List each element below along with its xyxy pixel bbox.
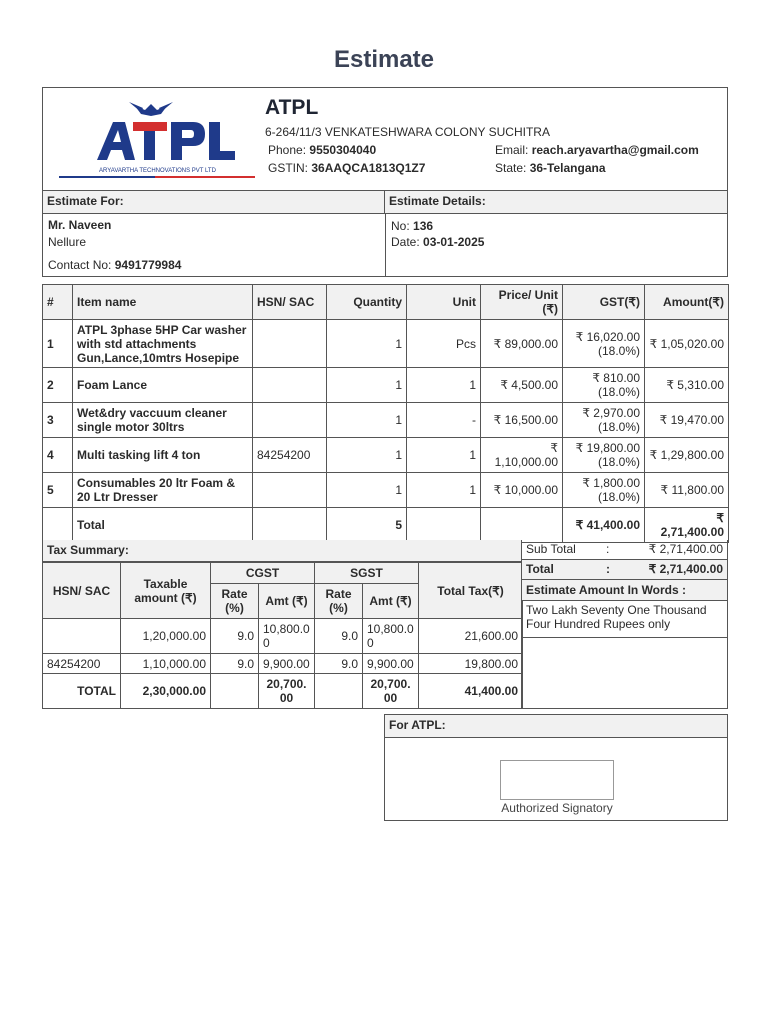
col-header: Item name [73,285,253,320]
customer-contact: Contact No: 9491779984 [48,258,182,272]
item-hsn: 84254200 [253,438,327,473]
tax-col-header: Amt (₹) [363,584,419,619]
row-number: 5 [43,473,73,508]
item-name: Consumables 20 ltr Foam & 20 Ltr Dresser [73,473,253,508]
row-number: 4 [43,438,73,473]
tax-col-header: Rate (%) [211,584,259,619]
item-gst: ₹ 2,970.00 (18.0%) [563,403,645,438]
estimate-number: No: 136 [391,219,434,233]
row-number: 1 [43,320,73,368]
signature-label: Authorized Signatory [501,801,613,815]
item-amount: ₹ 19,470.00 [645,403,729,438]
item-gst: ₹ 19,800.00 (18.0%) [563,438,645,473]
party-section [42,190,728,277]
customer-name: Mr. Naveen [48,218,112,232]
item-unit: Pcs [407,320,481,368]
item-price: ₹ 10,000.00 [481,473,563,508]
estimate-details-heading: Estimate Details: [385,191,727,214]
amount-summary [521,540,728,709]
amount-in-words: Two Lakh Seventy One Thousand Four Hundred Rupees only [522,601,727,638]
item-price: ₹ 89,000.00 [481,320,563,368]
item-qty: 1 [327,403,407,438]
item-hsn [253,403,327,438]
tax-col-header: Total Tax(₹) [419,563,523,619]
atpl-logo-icon [51,92,265,180]
company-email: Email: reach.aryavartha@gmail.com [495,143,699,157]
estimate-for-heading: Estimate For: [43,191,385,214]
tax-col-header: SGST [315,563,419,584]
company-header [42,87,728,191]
item-unit: 1 [407,368,481,403]
col-header: Quantity [327,285,407,320]
item-amount: ₹ 1,29,800.00 [645,438,729,473]
item-name: Multi tasking lift 4 ton [73,438,253,473]
tax-total-row: TOTAL 2,30,000.00 20,700. 00 20,700. 00 41,400.00 [43,674,523,709]
item-gst: ₹ 1,800.00 (18.0%) [563,473,645,508]
table-row [43,473,729,508]
tax-col-header: Amt (₹) [259,584,315,619]
tax-col-header: HSN/ SAC [43,563,121,619]
col-header: Price/ Unit (₹) [481,285,563,320]
customer-place: Nellure [48,235,87,249]
company-state: State: 36-Telangana [495,161,606,175]
item-unit: - [407,403,481,438]
signature-box [500,760,614,800]
item-amount: ₹ 5,310.00 [645,368,729,403]
tax-col-header: Rate (%) [315,584,363,619]
total-qty: 5 [327,508,407,543]
col-header: Amount(₹) [645,285,729,320]
item-amount: ₹ 11,800.00 [645,473,729,508]
document-title: Estimate [333,46,435,73]
item-unit: 1 [407,473,481,508]
col-header: GST(₹) [563,285,645,320]
table-row [43,368,729,403]
item-name: Wet&dry vaccuum cleaner single motor 30ltrs [73,403,253,438]
company-logo [51,92,265,180]
company-gstin: GSTIN: 36AAQCA1813Q1Z7 [268,161,426,175]
tax-col-header: CGST [211,563,315,584]
table-row [43,320,729,368]
col-header: Unit [407,285,481,320]
tax-summary-table [42,562,523,709]
amount-words-heading: Estimate Amount In Words : [522,580,727,601]
company-phone: Phone: 9550304040 [268,143,377,157]
col-header: HSN/ SAC [253,285,327,320]
grand-total-row: Total : ₹ 2,71,400.00 [522,560,727,580]
signature-section [384,714,728,821]
items-header-row [43,285,729,320]
item-qty: 1 [327,473,407,508]
row-number: 3 [43,403,73,438]
item-price: ₹ 16,500.00 [481,403,563,438]
item-hsn [253,368,327,403]
table-row [43,403,729,438]
company-address: 6-264/11/3 VENKATESHWARA COLONY SUCHITRA [265,125,550,139]
item-amount: ₹ 1,05,020.00 [645,320,729,368]
item-hsn [253,473,327,508]
total-amount: ₹ 2,71,400.00 [645,508,729,543]
item-price: ₹ 4,500.00 [481,368,563,403]
item-price: ₹ 1,10,000.00 [481,438,563,473]
tax-summary-heading: Tax Summary: [42,540,522,562]
total-gst: ₹ 41,400.00 [563,508,645,543]
subtotal-row: Sub Total : ₹ 2,71,400.00 [522,540,727,560]
estimate-date: Date: 03-01-2025 [391,235,485,249]
item-hsn [253,320,327,368]
item-qty: 1 [327,368,407,403]
item-qty: 1 [327,438,407,473]
tax-col-header: Taxable amount (₹) [121,563,211,619]
item-name: ATPL 3phase 5HP Car washer with std attachments Gun,Lance,10mtrs Hosepipe [73,320,253,368]
signature-heading: For ATPL: [385,715,727,738]
table-row: 84254200 1,10,000.00 9.0 9,900.00 9.0 9,900.00 19,800.00 [43,654,523,674]
company-name: ATPL [265,96,319,119]
item-qty: 1 [327,320,407,368]
table-row [43,438,729,473]
total-label: Total [73,508,253,543]
table-row: 1,20,000.00 9.0 10,800.0 0 9.0 10,800.0 0 21,600.00 [43,619,523,654]
item-name: Foam Lance [73,368,253,403]
items-total-row [43,508,729,543]
items-table [42,284,729,543]
svg-text:ARYAVARTHA TECHNOVATIONS PVT L: ARYAVARTHA TECHNOVATIONS PVT LTD [99,168,216,174]
item-gst: ₹ 16,020.00 (18.0%) [563,320,645,368]
row-number: 2 [43,368,73,403]
col-header: # [43,285,73,320]
item-unit: 1 [407,438,481,473]
item-gst: ₹ 810.00 (18.0%) [563,368,645,403]
